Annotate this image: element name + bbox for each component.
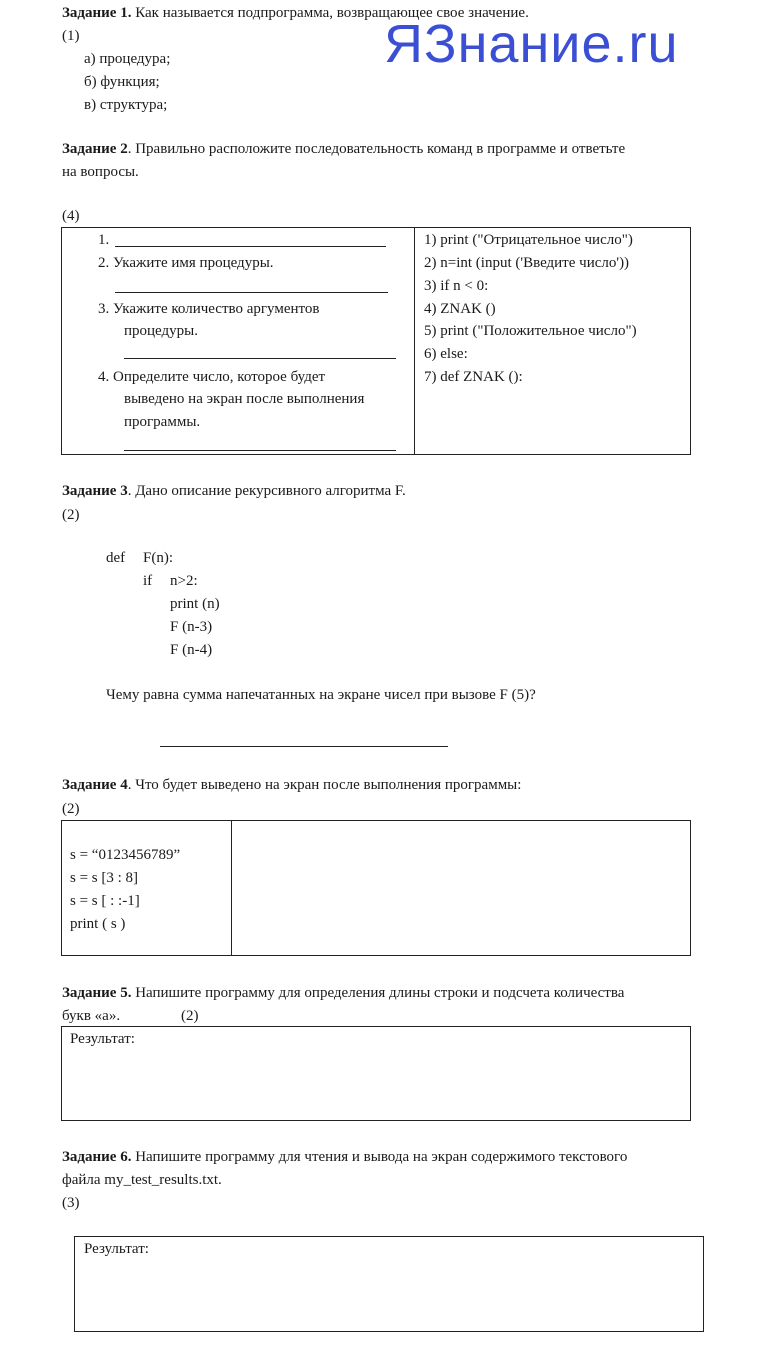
task3-code-def: def	[106, 550, 126, 566]
task3-title-bold: Задание 3	[62, 483, 128, 499]
task2-command-4: 4) ZNAK ()	[424, 301, 496, 317]
task4-title-text: . Что будет выведено на экран после выполнения программы:	[127, 777, 522, 793]
task2-command-1: 1) print ("Отрицательное число")	[424, 232, 633, 248]
task3-code-cond: n>2:	[170, 573, 198, 589]
task2-table-divider	[414, 227, 415, 455]
task3-code-print: print (n)	[170, 596, 220, 612]
task1-points: (1)	[62, 28, 80, 44]
task6-title	[62, 1148, 627, 1166]
task4-code-line-3: s = s [ : :-1]	[70, 893, 140, 909]
task2-command-5: 5) print ("Положительное число")	[424, 323, 637, 339]
task2-command-7: 7) def ZNAK ():	[424, 369, 523, 385]
task3-code-fn: F(n):	[143, 550, 173, 566]
task6-result-label: Результат:	[84, 1241, 149, 1257]
task3-title-text: . Дано описание рекурсивного алгоритма F.	[127, 483, 406, 499]
task4-title	[62, 776, 521, 794]
task2-points: (4)	[62, 208, 80, 224]
task3-title	[62, 482, 406, 500]
task5-result-box[interactable]	[61, 1026, 691, 1121]
task2-command-2: 2) n=int (input ('Введите число'))	[424, 255, 630, 271]
task2-question-2: 2. Укажите имя процедуры.	[98, 255, 274, 271]
task6-title-bold: Задание 6.	[62, 1149, 132, 1165]
task5-title-bold: Задание 5.	[62, 985, 132, 1001]
task5-title	[62, 984, 624, 1002]
task4-title-bold: Задание 4	[62, 777, 128, 793]
task4-points: (2)	[62, 801, 80, 817]
answer-line-4[interactable]	[124, 450, 396, 451]
answer-line-1[interactable]	[115, 246, 386, 247]
task5-title-line2: букв «а».	[62, 1008, 121, 1024]
task1-title-bold: Задание 1.	[62, 5, 132, 21]
task3-points: (2)	[62, 507, 80, 523]
task6-result-box[interactable]	[74, 1236, 704, 1332]
task5-result-label: Результат:	[70, 1031, 135, 1047]
task2-question-3b: процедуры.	[124, 323, 198, 339]
task1-option-c: в) структура;	[84, 97, 168, 113]
task4-code-line-2: s = s [3 : 8]	[70, 870, 139, 886]
task2-title-line2: на вопросы.	[62, 164, 139, 180]
task2-question-3a: 3. Укажите количество аргументов	[98, 301, 320, 317]
task4-answer-cell[interactable]	[232, 821, 690, 955]
watermark-logo: ЯЗнание.ru	[384, 14, 679, 74]
task2-title-text: . Правильно расположите последовательность команд в программе и ответьте	[127, 141, 626, 157]
task2-title	[62, 140, 625, 158]
task3-question: Чему равна сумма напечатанных на экране чисел при вызове F (5)?	[106, 687, 536, 703]
task6-title-line2: файла my_test_results.txt.	[62, 1172, 222, 1188]
task5-title-text: Напишите программу для определения длины строки и подсчета количества	[131, 985, 625, 1001]
task4-code-line-4: print ( s )	[70, 916, 126, 932]
task2-question-4c: программы.	[124, 414, 201, 430]
answer-line-2[interactable]	[115, 292, 388, 293]
task1-title-text: Как называется подпрограмма, возвращающее свое значение.	[131, 5, 529, 21]
task3-code-if: if	[143, 573, 153, 589]
task1-title	[62, 4, 529, 22]
task1-option-b: б) функция;	[84, 74, 160, 90]
task3-code-call2: F (n-4)	[170, 642, 213, 658]
task2-question-4b: выведено на экран после выполнения	[124, 391, 365, 407]
task2-question-1: 1.	[98, 232, 110, 248]
task2-question-4a: 4. Определите число, которое будет	[98, 369, 326, 385]
task4-code-line-1: s = “0123456789”	[70, 847, 181, 863]
task3-code-call1: F (n-3)	[170, 619, 213, 635]
task1-option-a: а) процедура;	[84, 51, 171, 67]
answer-line-3[interactable]	[124, 358, 396, 359]
task5-points: (2)	[181, 1008, 199, 1024]
task6-points: (3)	[62, 1195, 80, 1211]
task2-command-3: 3) if n < 0:	[424, 278, 489, 294]
task2-command-6: 6) else:	[424, 346, 468, 362]
task6-title-text: Напишите программу для чтения и вывода на экран содержимого текстового	[131, 1149, 628, 1165]
task3-answer-line[interactable]	[160, 746, 448, 747]
task2-title-bold: Задание 2	[62, 141, 128, 157]
